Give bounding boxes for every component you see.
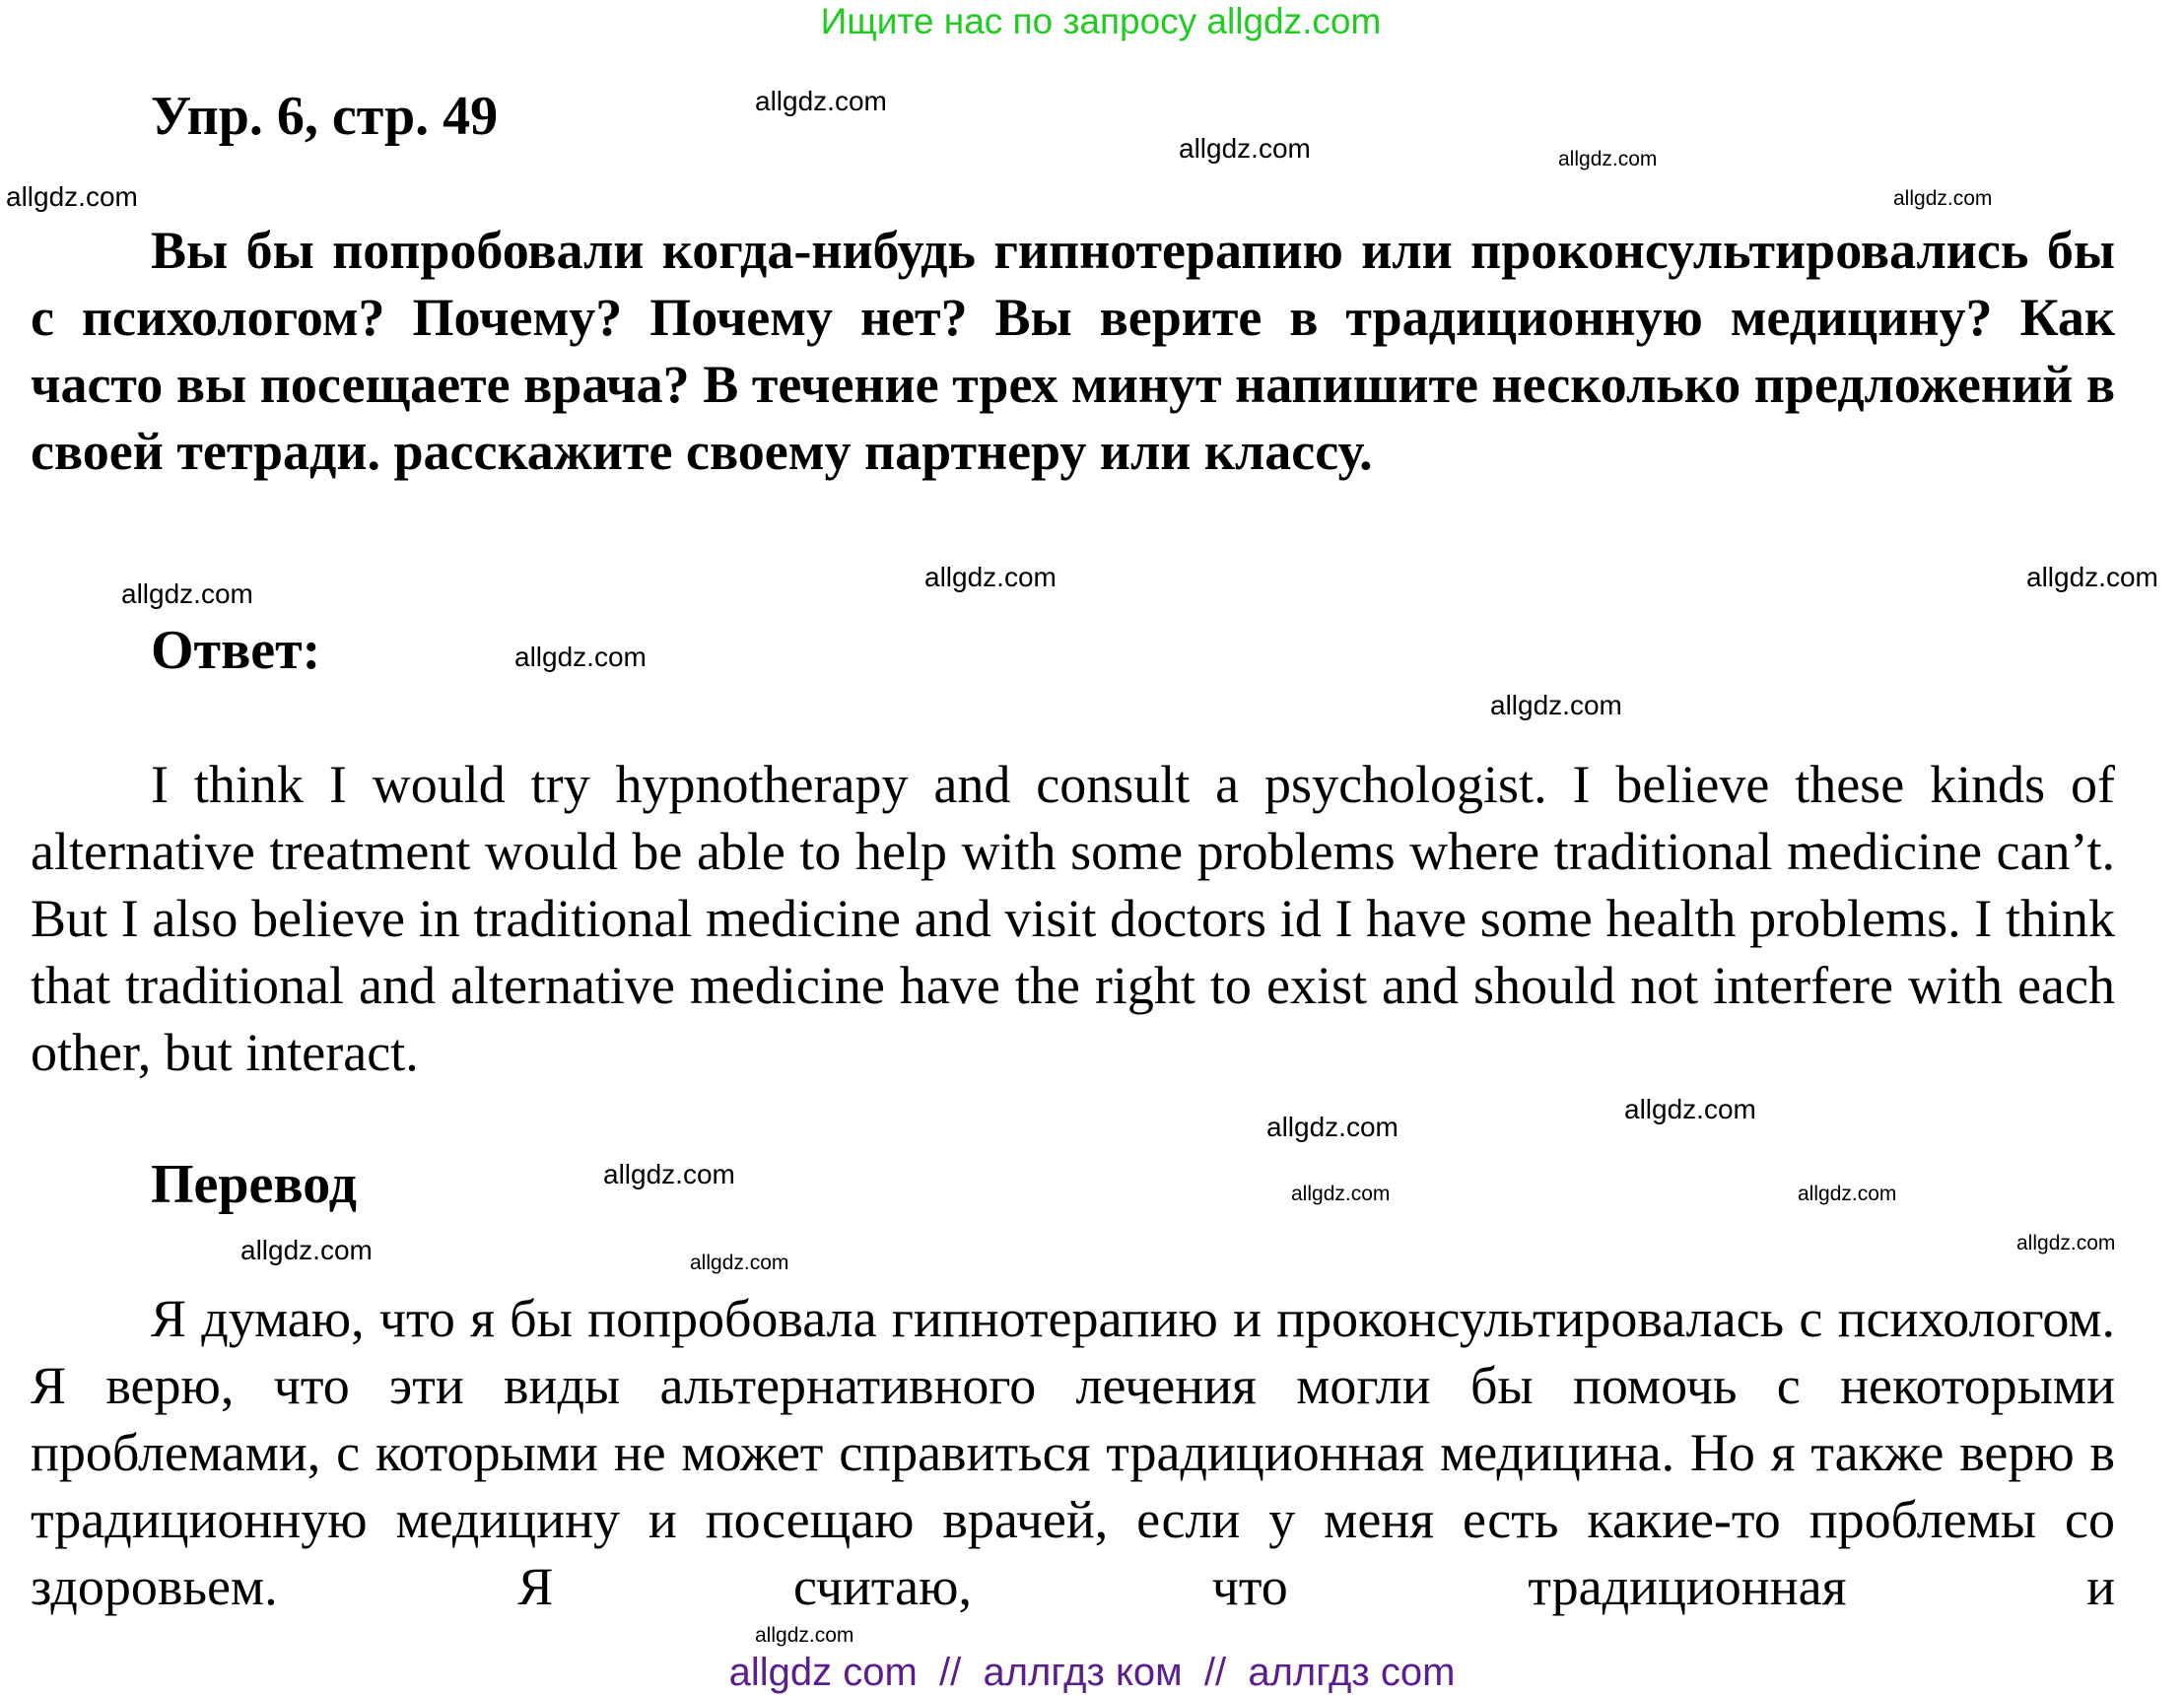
exercise-question: Вы бы попробовали когда-нибудь гипнотерапию или проконсультировались бы с психологом? Почему? Почему нет? Вы верите в традиционную медицину? Как часто вы посещаете врача? В течение трех минут напишите несколько предложений в своей тетради. расскажите своему партнеру или классу.: [31, 221, 2115, 481]
watermark: allgdz.com: [2026, 562, 2158, 592]
watermark: allgdz.com: [6, 181, 138, 212]
exercise-title: Упр. 6, стр. 49: [151, 86, 499, 147]
watermark: allgdz.com: [1558, 148, 1658, 170]
watermark: allgdz.com: [755, 1624, 854, 1647]
watermark: allgdz.com: [121, 578, 253, 609]
watermark: allgdz.com: [240, 1235, 373, 1265]
watermark: allgdz.com: [1798, 1183, 1897, 1205]
watermark: allgdz.com: [690, 1252, 789, 1274]
translation-heading: Перевод: [151, 1154, 357, 1215]
watermark: allgdz.com: [1179, 133, 1311, 164]
watermark: allgdz.com: [1490, 690, 1622, 720]
watermark: allgdz.com: [1624, 1094, 1756, 1124]
watermark: allgdz.com: [1893, 187, 1993, 210]
answer-text: I think I would try hypnotherapy and consult a psychologist. I believe these kinds of alternative treatment would be able to help with some problems where traditional medicine can’t. But I also believe in traditional medicine and visit doctors id I have some health problems. I think that traditional and alternative medicine have the right to exist and should not interfere with each other, but interact.: [31, 755, 2115, 1082]
footer-links: allgdz com // аллгдз ком // аллгдз com: [728, 1651, 1456, 1694]
watermark: allgdz.com: [755, 86, 887, 116]
watermark: allgdz.com: [924, 562, 1057, 592]
watermark: allgdz.com: [1291, 1183, 1391, 1205]
translation-text: Я думаю, что я бы попробовала гипнотерапию и проконсультировалась с психологом. Я верю, что эти виды альтернативного лечения могли бы помочь с некоторыми проблемами, с которыми не может справиться традиционная медицина. Но я также верю в традиционную медицину и посещаю врачей, если у меня есть какие-то проблемы со здоровьем. Я считаю, что традиционная и: [31, 1289, 2115, 1616]
watermark: allgdz.com: [2016, 1232, 2116, 1254]
promo-banner: Ищите нас по запросу allgdz.com: [820, 1, 1382, 41]
watermark: allgdz.com: [514, 642, 647, 672]
watermark: allgdz.com: [603, 1159, 735, 1189]
watermark: allgdz.com: [1266, 1112, 1399, 1142]
answer-heading: Ответ:: [151, 620, 321, 681]
